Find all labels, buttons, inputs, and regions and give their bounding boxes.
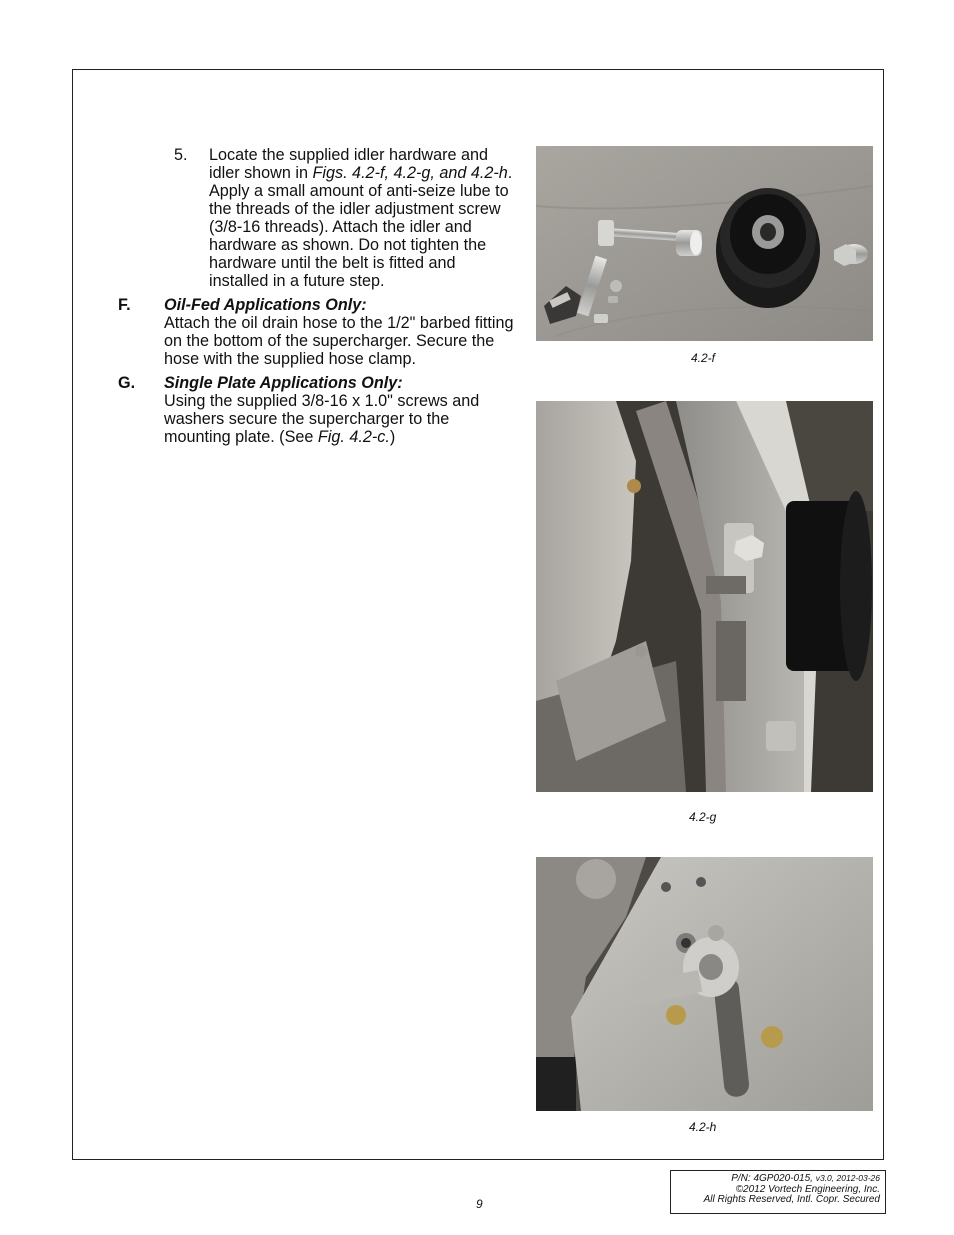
part-number-line [671,1173,880,1185]
figure-caption: 4.2-g [689,810,717,824]
figure-reference: Fig. 4.2-c. [317,428,390,446]
rights-line: All Rights Reserved, Intl. Copr. Secured [703,1194,880,1205]
part-number: P/N: 4GP020-015, [731,1173,816,1184]
figure-caption: 4.2-f [691,351,716,365]
step-text-a: Locate the supplied idler hardware and idler shown in [209,146,488,182]
section-body-a: Using the supplied 3/8-16 x 1.0" screws and washers secure the supercharger to the mounting plate. (See [164,392,480,446]
section-body: Attach the oil drain hose to the 1/2" barbed fitting on the bottom of the supercharger. Secure the hose with the supplied hose clamp. [164,314,514,368]
section-body-b: ) [389,428,396,446]
section-g [118,374,518,446]
step-5 [118,146,518,290]
section-f [118,296,518,368]
figure-reference: Figs. 4.2-f, 4.2-g, and 4.2-h [312,164,508,182]
section-letter: G. [118,374,136,392]
section-letter: F. [118,296,131,314]
step-number: 5. [174,146,188,164]
page-number: 9 [476,1197,483,1211]
section-title: Oil-Fed Applications Only: [164,296,367,314]
section-title: Single Plate Applications Only: [164,374,403,392]
step-text-b: . Apply a small amount of anti-seize lube to the threads of the idler adjustment screw (3/8-16 threads). Attach the idler and hardware as shown. Do not tighten the hardware until the belt is fitted and installed in a future step. [209,164,513,290]
instructions-column [118,146,518,452]
figure-caption: 4.2-h [689,1120,717,1134]
footer-part-info [670,1170,886,1214]
photo-idler-mounted-side [536,401,873,792]
photo-idler-hardware [536,146,873,341]
photo-idler-adjustment-front [536,857,873,1111]
copyright-line: ©2012 Vortech Engineering, Inc. [735,1183,880,1195]
version-date: v3.0, 2012-03-26 [815,1173,880,1183]
